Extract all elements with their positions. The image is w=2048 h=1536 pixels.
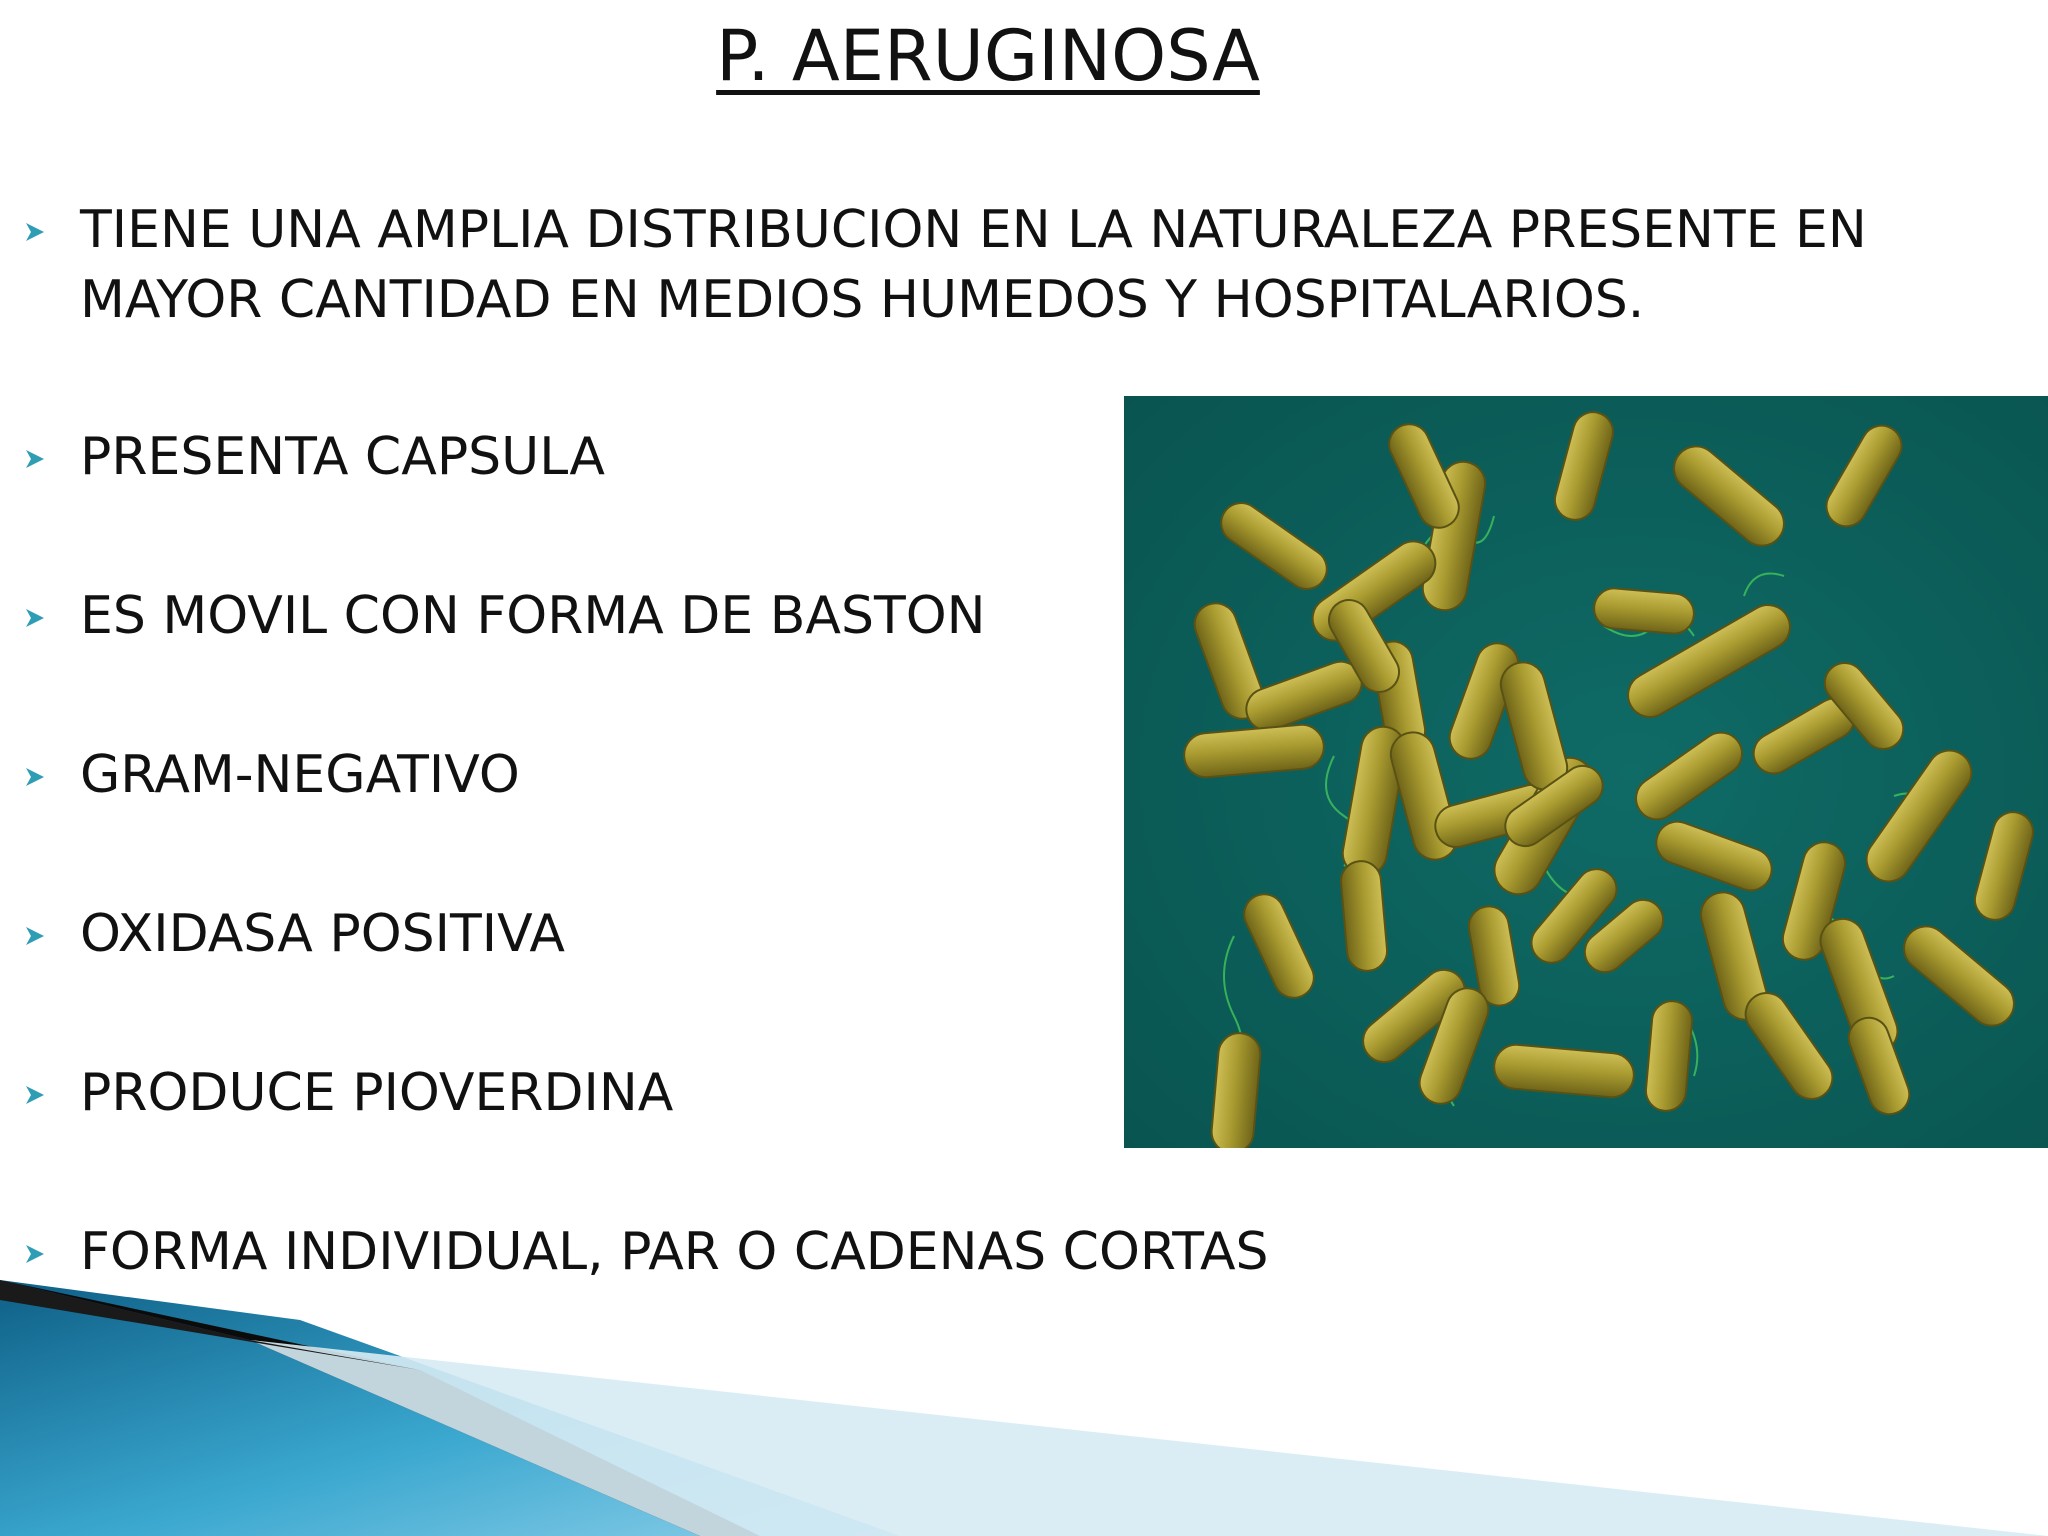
arrowhead-bullet-icon	[24, 607, 46, 629]
arrowhead-bullet-icon	[24, 925, 46, 947]
arrowhead-bullet-icon	[24, 221, 46, 243]
bullet-text: GRAM-NEGATIVO	[80, 745, 520, 805]
slide-title: P. AERUGINOSA	[716, 15, 1260, 97]
bullet-text: OXIDASA POSITIVA	[80, 904, 565, 964]
arrowhead-bullet-icon	[24, 1084, 46, 1106]
bullet-text: FORMA INDIVIDUAL, PAR O CADENAS CORTAS	[80, 1222, 1269, 1282]
arrowhead-bullet-icon	[24, 766, 46, 788]
bacteria-micrograph-image	[1124, 396, 2048, 1148]
arrowhead-bullet-icon	[24, 448, 46, 470]
arrowhead-bullet-icon	[24, 1243, 46, 1265]
bullet-text: ES MOVIL CON FORMA DE BASTON	[80, 586, 986, 646]
decorative-swoosh	[0, 1280, 2048, 1536]
bullet-text: TIENE UNA AMPLIA DISTRIBUCION EN LA NATURALEZA PRESENTE EN MAYOR CANTIDAD EN MEDIOS HUMEDOS Y HOSPITALARIOS.	[80, 200, 1867, 330]
bullet-text: PRODUCE PIOVERDINA	[80, 1063, 674, 1123]
bullet-text: PRESENTA CAPSULA	[80, 427, 605, 487]
